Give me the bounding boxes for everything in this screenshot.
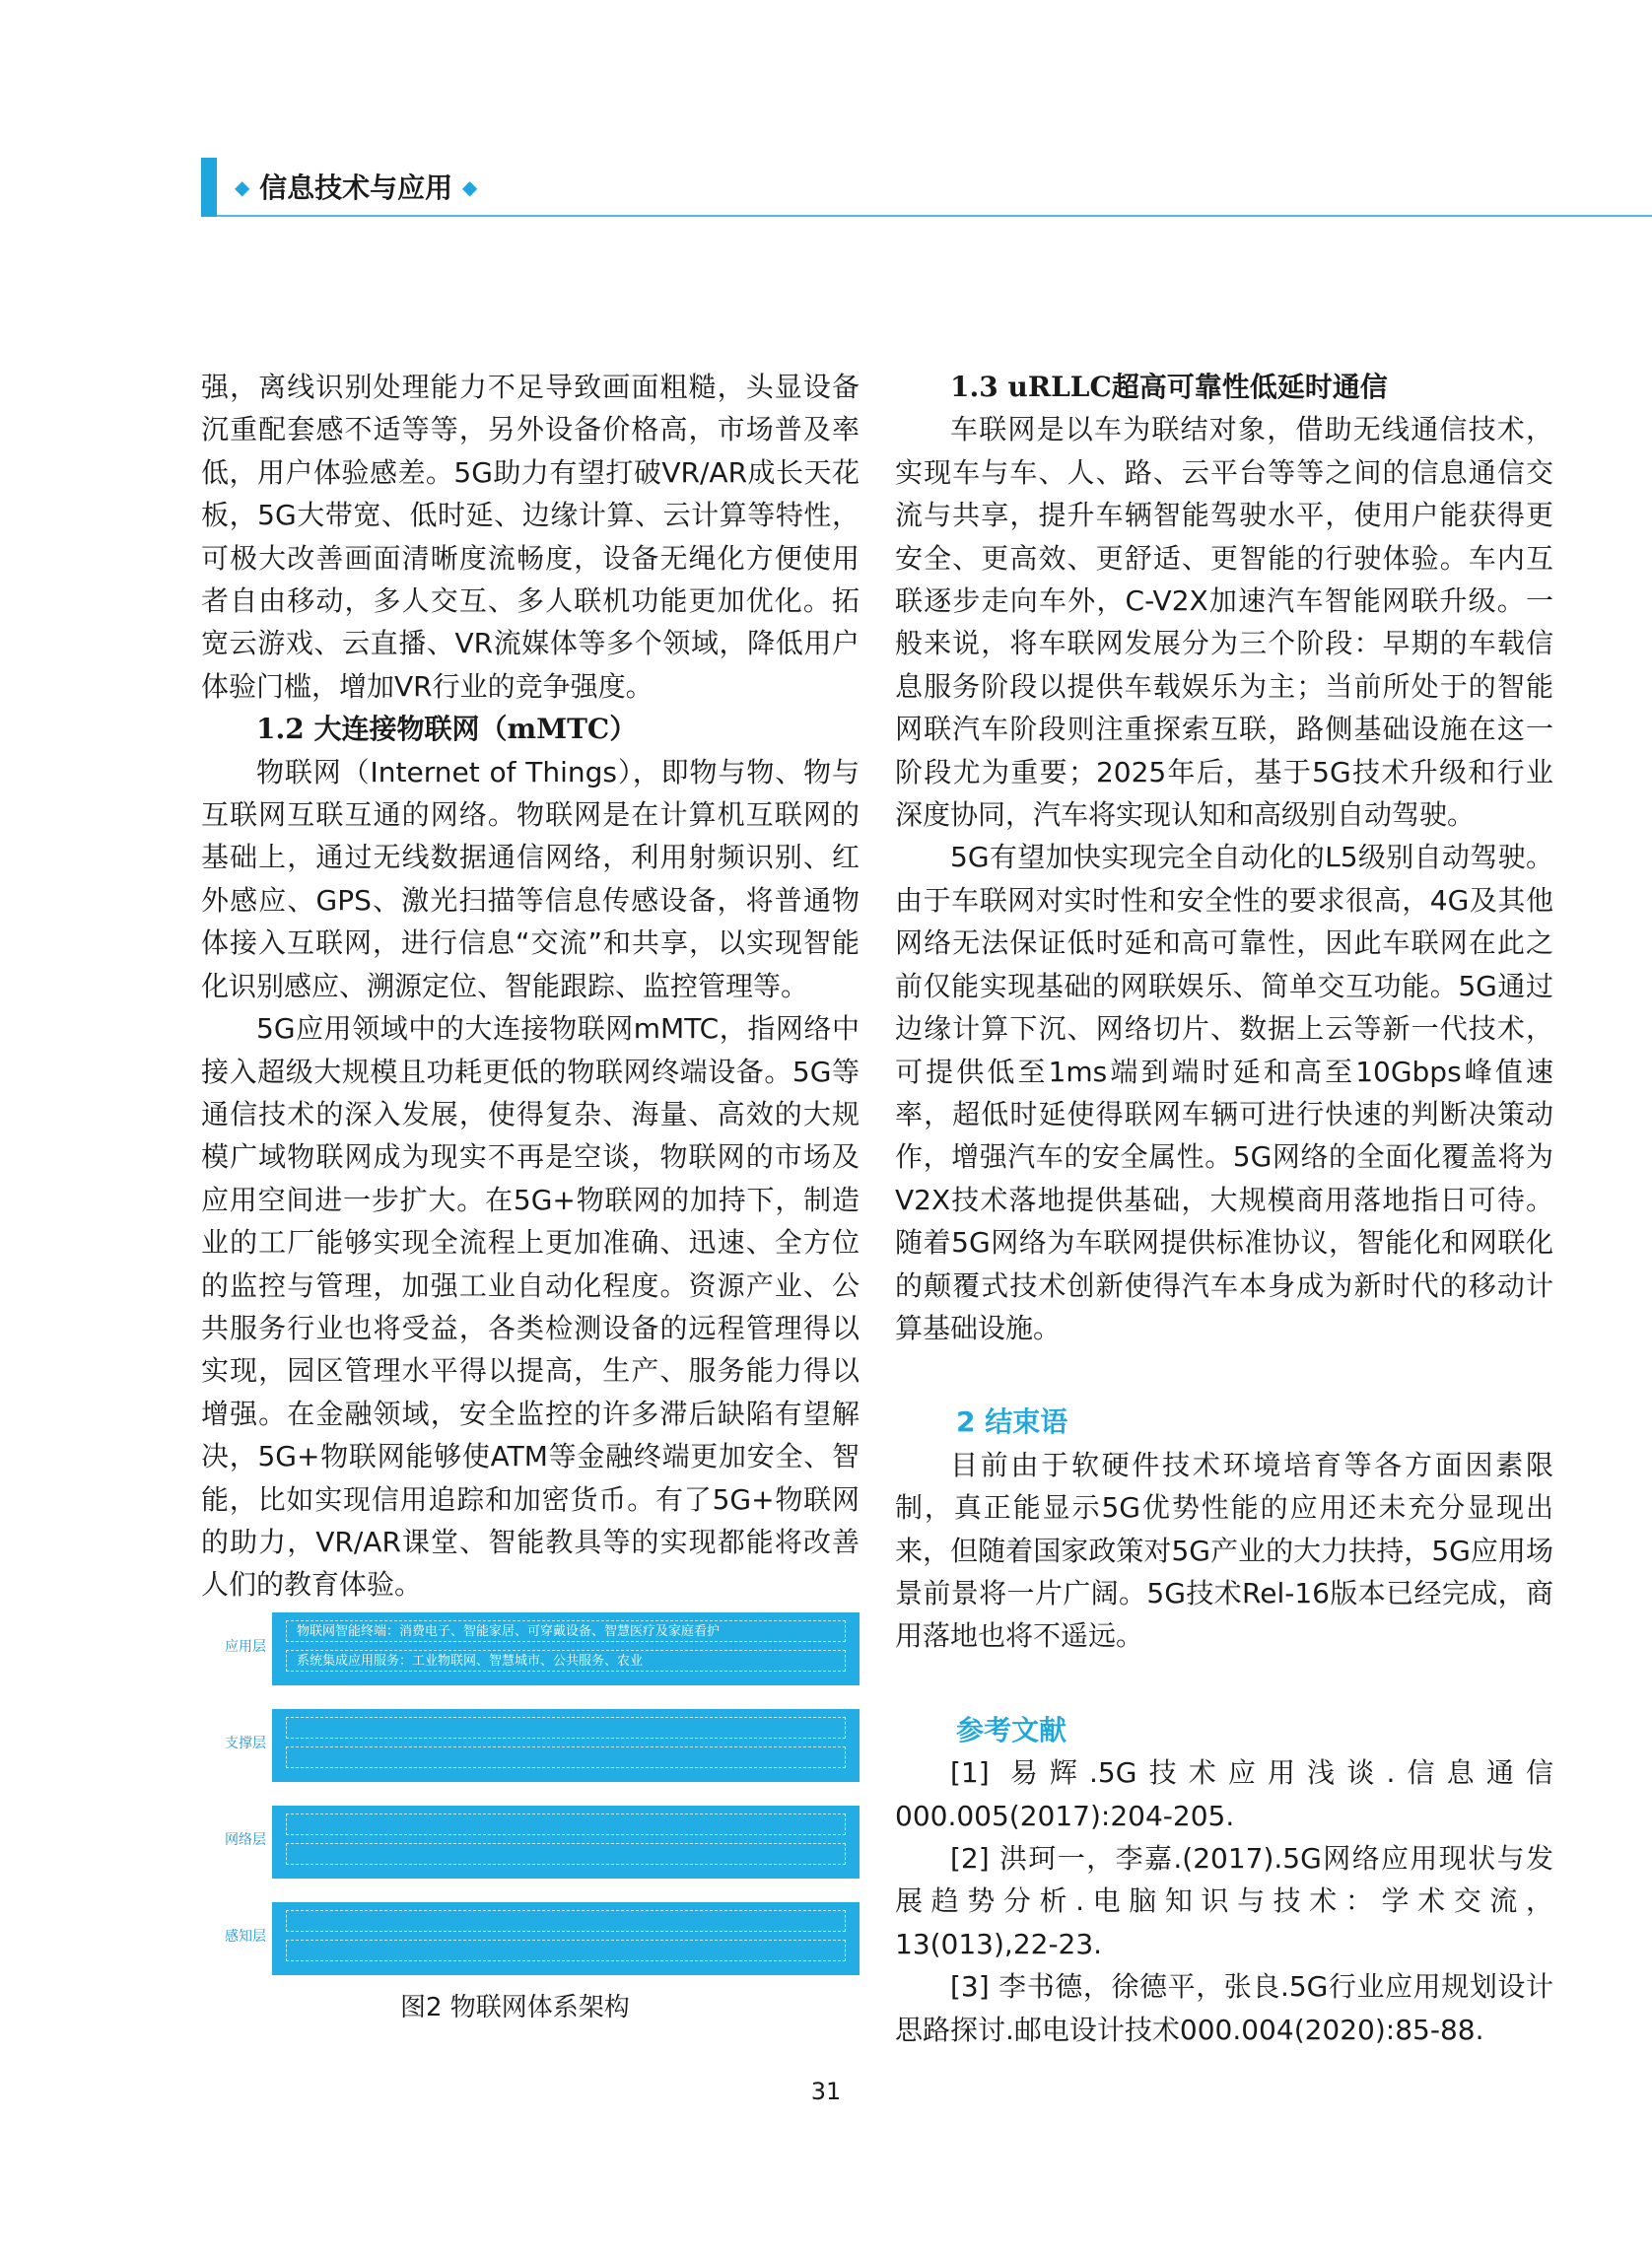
layer-label: 支撑层	[225, 1736, 266, 1751]
page-number: 31	[810, 2078, 842, 2105]
reference-item: [2] 洪珂一，李嘉.(2017).5G网络应用现状与发展趋势分析.电脑知识与技术：学术交流，13(013),22-23.	[895, 1842, 1553, 1960]
spacer	[895, 1658, 1553, 1709]
diamond-icon: ◆	[461, 175, 478, 199]
references-title: 参考文献	[956, 1713, 1067, 1746]
heading-1-2: 1.2 大连接物联网（mMTC）	[256, 713, 638, 746]
heading-conclusion: 2 结束语	[956, 1405, 1068, 1439]
paragraph: 5G应用领域中的大连接物联网mMTC，指网络中接入超级大规模且功耗更低的物联网终端设备。5G等通信技术的深入发展，使得复杂、海量、高效的大规模广域物联网成为现实不再是空谈，物联网的市场及应用空间进一步扩大。在5G+物联网的加持下，制造业的工厂能够实现全流程上更加准确、迅速、全方位的监控与管理，加强工业自动化程度。资源产业、公共服务行业也将受益，各类检测设备的远程管理得以实现，园区管理水平得以提高，生产、服务能力得以增强。在金融领域，安全监控的许多滞后缺陷有望解决，5G+物联网能够使ATM等金融终端更加安全、智能，比如实现信用追踪和加密货币。有了5G+物联网的助力，VR/AR课堂、智能教具等的实现都能将改善人们的教育体验。	[201, 1012, 860, 1602]
section-title-text: 信息技术与应用	[259, 171, 453, 204]
figure-layer-network	[201, 1806, 860, 1879]
header-accent-bar	[201, 158, 217, 217]
section-title	[235, 167, 477, 206]
layer-row: 系统集成应用服务：工业物联网、智慧城市、公共服务、农业	[286, 1650, 846, 1672]
reference-item: [3] 李书德，徐德平，张良.5G行业应用规划设计思路探讨.邮电设计技术000.004(2020):85-88.	[895, 1970, 1553, 2046]
layer-label: 应用层	[225, 1639, 266, 1655]
spacer	[895, 1349, 1553, 1401]
header-rule	[217, 215, 1652, 217]
left-column	[201, 366, 860, 1607]
figure-layer-application	[201, 1612, 860, 1685]
diamond-icon: ◆	[235, 175, 250, 199]
layer-row	[286, 1814, 846, 1835]
paragraph: 物联网（Internet of Things），即物与物、物与互联网互联互通的网络。物联网是在计算机互联网的基础上，通过无线数据通信网络，利用射频识别、红外感应、GPS、激光扫描等信息传感设备，将普通物体接入互联网，进行信息“交流”和共享，以实现智能化识别感应、溯源定位、智能跟踪、监控管理等。	[201, 755, 860, 1002]
paragraph: 目前由于软硬件技术环境培育等各方面因素限制，真正能显示5G优势性能的应用还未充分显现出来，但随着国家政策对5G产业的大力扶持，5G应用场景前景将一片广阔。5G技术Rel-16版本已经完成，商用落地也将不遥远。	[895, 1448, 1553, 1653]
layer-label: 感知层	[225, 1929, 266, 1945]
layer-row	[286, 1717, 846, 1739]
layer-row	[286, 1843, 846, 1865]
running-header	[201, 158, 1652, 217]
paragraph: 强，离线识别处理能力不足导致画面粗糙，头显设备沉重配套感不适等等，另外设备价格高，市场普及率低，用户体验感差。5G助力有望打破VR/AR成长天花板，5G大带宽、低时延、边缘计算、云计算等特性，可极大改善画面清晰度流畅度，设备无绳化方便使用者自由移动，多人交互、多人联机功能更加优化。拓宽云游戏、云直播、VR流媒体等多个领域，降低用户体验门槛，增加VR行业的竞争强度。	[201, 371, 860, 703]
layer-label: 网络层	[225, 1832, 266, 1848]
right-column	[895, 366, 1553, 2051]
figure-layer-support	[201, 1709, 860, 1782]
reference-item: [1] 易辉.5G技术应用浅谈.信息通信000.005(2017):204-205.	[895, 1756, 1553, 1832]
layer-row	[286, 1746, 846, 1768]
layer-row: 物联网智能终端：消费电子、智能家居、可穿戴设备、智慧医疗及家庭看护	[286, 1620, 846, 1642]
figure-layer-perception	[201, 1902, 860, 1975]
iot-architecture-figure	[201, 1612, 860, 2007]
layer-row	[286, 1940, 846, 1961]
figure-caption: 图2 物联网体系架构	[400, 1993, 630, 2022]
paragraph: 车联网是以车为联结对象，借助无线通信技术，实现车与车、人、路、云平台等等之间的信息通信交流与共享，提升车辆智能驾驶水平，使用户能获得更安全、更高效、更舒适、更智能的行驶体验。车内互联逐步走向车外，C-V2X加速汽车智能网联升级。一般来说，将车联网发展分为三个阶段：早期的车载信息服务阶段以提供车载娱乐为主；当前所处于的智能网联汽车阶段则注重探索互联，路侧基础设施在这一阶段尤为重要；2025年后，基于5G技术升级和行业深度协同，汽车将实现认知和高级别自动驾驶。	[895, 413, 1553, 832]
layer-row	[286, 1910, 846, 1932]
heading-1-3: 1.3 uRLLC超高可靠性低延时通信	[950, 371, 1388, 403]
paragraph: 5G有望加快实现完全自动化的L5级别自动驾驶。由于车联网对实时性和安全性的要求很高，4G及其他网络无法保证低时延和高可靠性，因此车联网在此之前仅能实现基础的网联娱乐、简单交互功能。5G通过边缘计算下沉、网络切片、数据上云等新一代技术，可提供低至1ms端到端时延和高至10Gbps峰值速率，超低时延使得联网车辆可进行快速的判断决策动作，增强汽车的安全属性。5G网络的全面化覆盖将为V2X技术落地提供基础，大规模商用落地指日可待。随着5G网络为车联网提供标准协议，智能化和网联化的颠覆式技术创新使得汽车本身成为新时代的移动计算基础设施。	[895, 841, 1553, 1344]
